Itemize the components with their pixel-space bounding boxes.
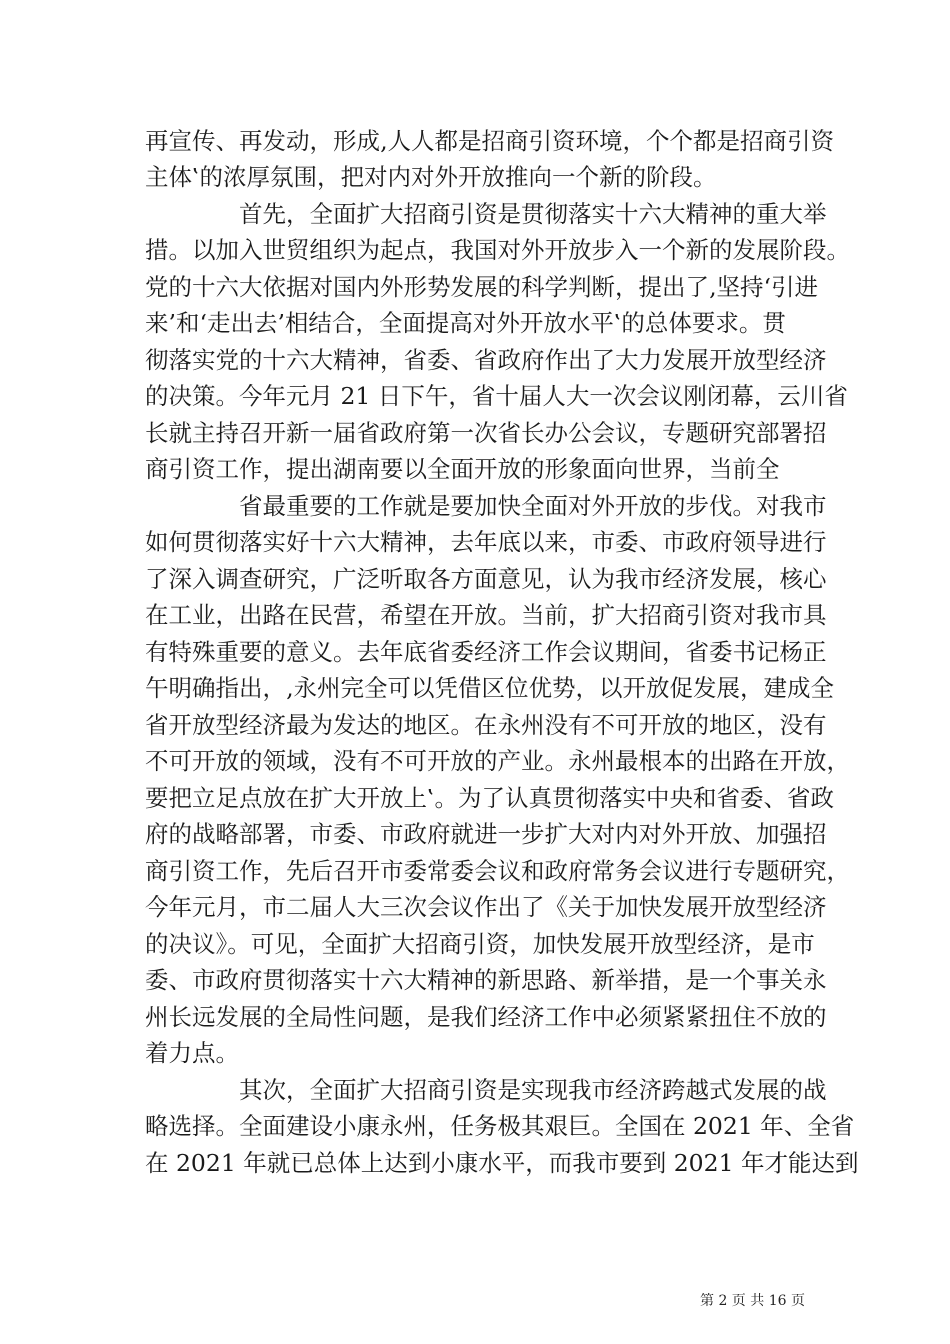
text-line: 措。以加入世贸组织为起点，我国对外开放步入一个新的发展阶段。 [145, 236, 850, 264]
text-line: 省最重要的工作就是要加快全面对外开放的步伐。对我市 [145, 492, 827, 520]
text-line: 着力点。 [145, 1039, 239, 1067]
text-line: 午明确指出，‚永州完全可以凭借区位优势，以开放促发展，建成全 [145, 674, 834, 702]
text-line: 如何贯彻落实好十六大精神，去年底以来，市委、市政府领导进行 [145, 528, 827, 556]
text-line: 其次，全面扩大招商引资是实现我市经济跨越式发展的战 [145, 1076, 827, 1104]
text-line: 委、市政府贯彻落实十六大精神的新思路、新举措，是一个事关永 [145, 966, 827, 994]
text-line: 在 2021 年就已总体上达到小康水平，而我市要到 2021 年才能达到 [145, 1149, 859, 1177]
text-line: 来’和‘走出去’相结合，全面提高对外开放水平‛的总体要求。贯 [145, 309, 786, 337]
text-line: 省开放型经济最为发达的地区。在永州没有不可开放的地区，没有 [145, 711, 827, 739]
text-line: 今年元月，市二届人大三次会议作出了《关于加快发展开放型经济 [145, 893, 827, 921]
text-line: 了深入调查研究，广泛听取各方面意见，认为我市经济发展，核心 [145, 565, 827, 593]
text-line: 首先，全面扩大招商引资是贯彻落实十六大精神的重大举 [145, 200, 827, 228]
text-line: 彻落实党的十六大精神，省委、省政府作出了大力发展开放型经济 [145, 346, 827, 374]
text-line: 在工业，出路在民营，希望在开放。当前，扩大招商引资对我市具 [145, 601, 827, 629]
text-line: 商引资工作，先后召开市委常委会议和政府常务会议进行专题研究， [145, 857, 850, 885]
text-line: 商引资工作，提出湖南要以全面开放的形象面向世界，当前全 [145, 455, 780, 483]
text-line: 有特殊重要的意义。去年底省委经济工作会议期间，省委书记杨正 [145, 638, 827, 666]
page-number-footer: 第 2 页 共 16 页 [700, 1293, 805, 1309]
text-line: 的决议》。可见，全面扩大招商引资，加快发展开放型经济，是市 [145, 930, 815, 958]
text-line: 要把立足点放在扩大开放上‛。为了认真贯彻落实中央和省委、省政 [145, 784, 834, 812]
text-line: 党的十六大依据对国内外形势发展的科学判断，提出了‚坚持‘引进 [145, 273, 818, 301]
text-line: 不可开放的领域，没有不可开放的产业。永州最根本的出路在开放， [145, 747, 850, 775]
text-line: 州长远发展的全局性问题，是我们经济工作中必须紧紧扭住不放的 [145, 1003, 827, 1031]
text-line: 略选择。全面建设小康永州，任务极其艰巨。全国在 2021 年、全省 [145, 1112, 855, 1140]
text-line: 的决策。今年元月 21 日下午，省十届人大一次会议刚闭幕，云川省 [145, 382, 848, 410]
text-line: 主体‛的浓厚氛围，把对内对外开放推向一个新的阶段。 [145, 163, 717, 191]
text-line: 再宣传、再发动，形成‚人人都是招商引资环境，个个都是招商引资 [145, 127, 834, 155]
text-line: 府的战略部署，市委、市政府就进一步扩大对内对外开放、加强招 [145, 820, 827, 848]
text-line: 长就主持召开新一届省政府第一次省长办公会议，专题研究部署招 [145, 419, 827, 447]
